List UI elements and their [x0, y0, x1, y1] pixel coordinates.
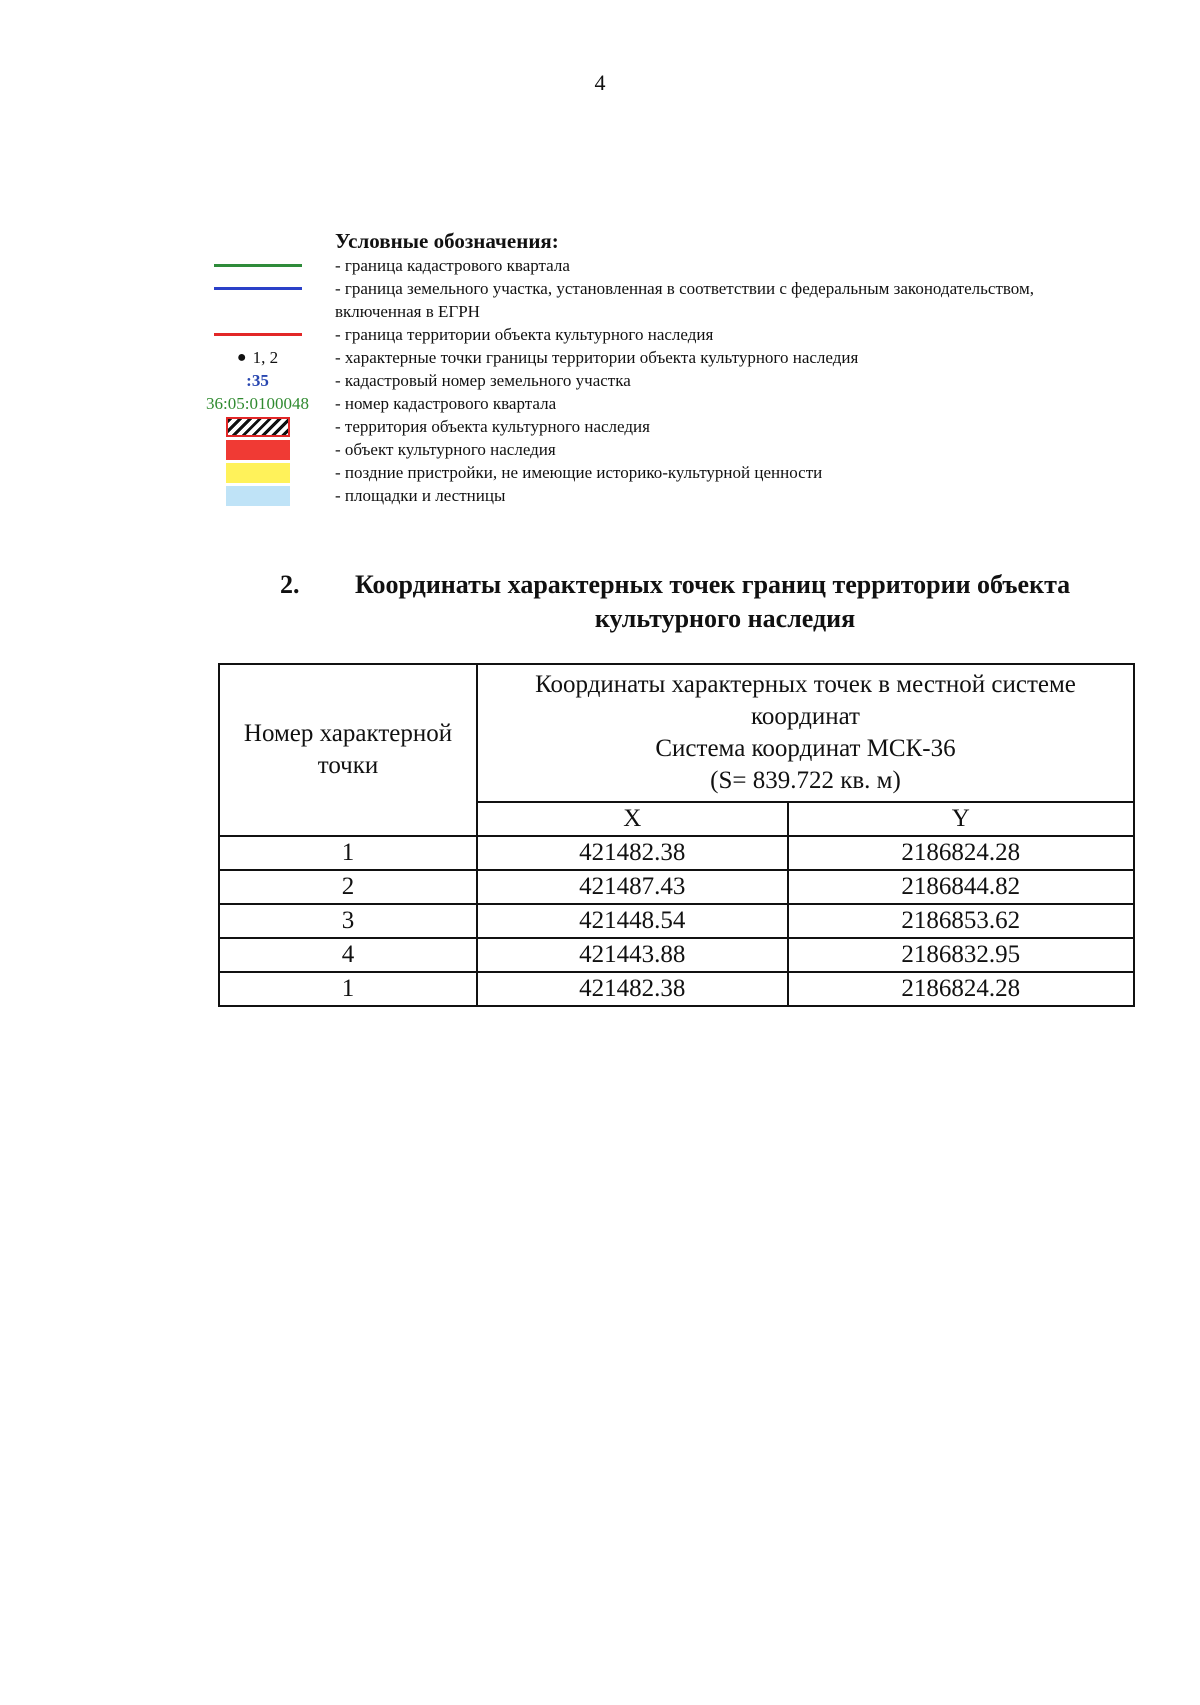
- legend: [190, 228, 1050, 507]
- section-title-line1: Координаты характерных точек границ территории объекта: [355, 570, 1071, 599]
- y-cell: 2186844.82: [788, 870, 1134, 904]
- legend-item-text: - кадастровый номер земельного участка: [335, 371, 631, 390]
- x-cell: 421448.54: [477, 904, 788, 938]
- coordinates-header: [477, 664, 1134, 802]
- quarter-number-symbol: 36:05:0100048: [206, 394, 309, 413]
- y-cell: 2186853.62: [788, 904, 1134, 938]
- y-cell: 2186824.28: [788, 972, 1134, 1006]
- hatched-swatch: [190, 415, 325, 438]
- coordinates-header-line3: (S= 839.722 кв. м): [710, 767, 901, 794]
- parcel-number-symbol: :35: [246, 371, 269, 390]
- point-cell: 2: [219, 870, 477, 904]
- legend-item-late-annexes: [190, 461, 1050, 484]
- coordinates-header-line2: Система координат МСК-36: [655, 735, 956, 762]
- y-header: Y: [788, 802, 1134, 836]
- legend-item-text: - территория объекта культурного наследия: [335, 417, 650, 436]
- legend-item-text: - характерные точки границы территории объекта культурного наследия: [335, 348, 859, 367]
- legend-title: Условные обозначения:: [335, 229, 559, 253]
- point-cell: 1: [219, 836, 477, 870]
- point-marker-label: 1, 2: [252, 348, 279, 367]
- x-cell: 421487.43: [477, 870, 788, 904]
- legend-item-text: - граница земельного участка, установленная в соответствии с федеральным законодательством, включенная в ЕГРН: [335, 279, 1034, 321]
- table-row: [219, 972, 1134, 1006]
- x-cell: 421482.38: [477, 972, 788, 1006]
- red-box-swatch: [190, 438, 325, 461]
- legend-item-cadastral-quarter-border: [190, 254, 1050, 277]
- section-number: 2.: [280, 570, 300, 599]
- yellow-box-swatch: [190, 461, 325, 484]
- legend-item-text: - объект культурного наследия: [335, 440, 556, 459]
- legend-item-heritage-territory: [190, 415, 1050, 438]
- legend-item-platforms-stairs: [190, 484, 1050, 507]
- legend-item-text: - номер кадастрового квартала: [335, 394, 557, 413]
- point-marker-symbol: [190, 346, 325, 369]
- y-cell: 2186832.95: [788, 938, 1134, 972]
- coordinates-header-line1: Координаты характерных точек в местной системе координат: [535, 671, 1076, 730]
- point-cell: 4: [219, 938, 477, 972]
- legend-item-characteristic-points: [190, 346, 1050, 369]
- legend-item-text: - поздние пристройки, не имеющие историко-культурной ценности: [335, 463, 823, 482]
- x-cell: 421482.38: [477, 836, 788, 870]
- section-title-line2: культурного наследия: [594, 604, 856, 633]
- point-dot-icon: ●: [236, 349, 247, 366]
- legend-item-text: - граница территории объекта культурного наследия: [335, 325, 714, 344]
- legend-item-heritage-object: [190, 438, 1050, 461]
- blue-line-swatch: [190, 277, 325, 300]
- point-number-header: Номер характерной точки: [219, 664, 477, 836]
- point-cell: 3: [219, 904, 477, 938]
- table-row: [219, 938, 1134, 972]
- coordinates-table: [218, 663, 1135, 1007]
- legend-item-text: - граница кадастрового квартала: [335, 256, 570, 275]
- legend-item-text: - площадки и лестницы: [335, 486, 506, 505]
- table-row: [219, 836, 1134, 870]
- x-cell: 421443.88: [477, 938, 788, 972]
- section-heading: [280, 568, 1140, 636]
- page-number: 4: [594, 70, 606, 95]
- light-blue-box-swatch: [190, 484, 325, 507]
- y-cell: 2186824.28: [788, 836, 1134, 870]
- table-row: [219, 904, 1134, 938]
- point-cell: 1: [219, 972, 477, 1006]
- x-header: X: [477, 802, 788, 836]
- legend-item-land-plot-border: [190, 277, 1050, 323]
- legend-item-parcel-number: [190, 369, 1050, 392]
- legend-item-quarter-number: [190, 392, 1050, 415]
- red-line-swatch: [190, 323, 325, 346]
- legend-item-heritage-territory-border: [190, 323, 1050, 346]
- table-row: [219, 870, 1134, 904]
- green-line-swatch: [190, 254, 325, 277]
